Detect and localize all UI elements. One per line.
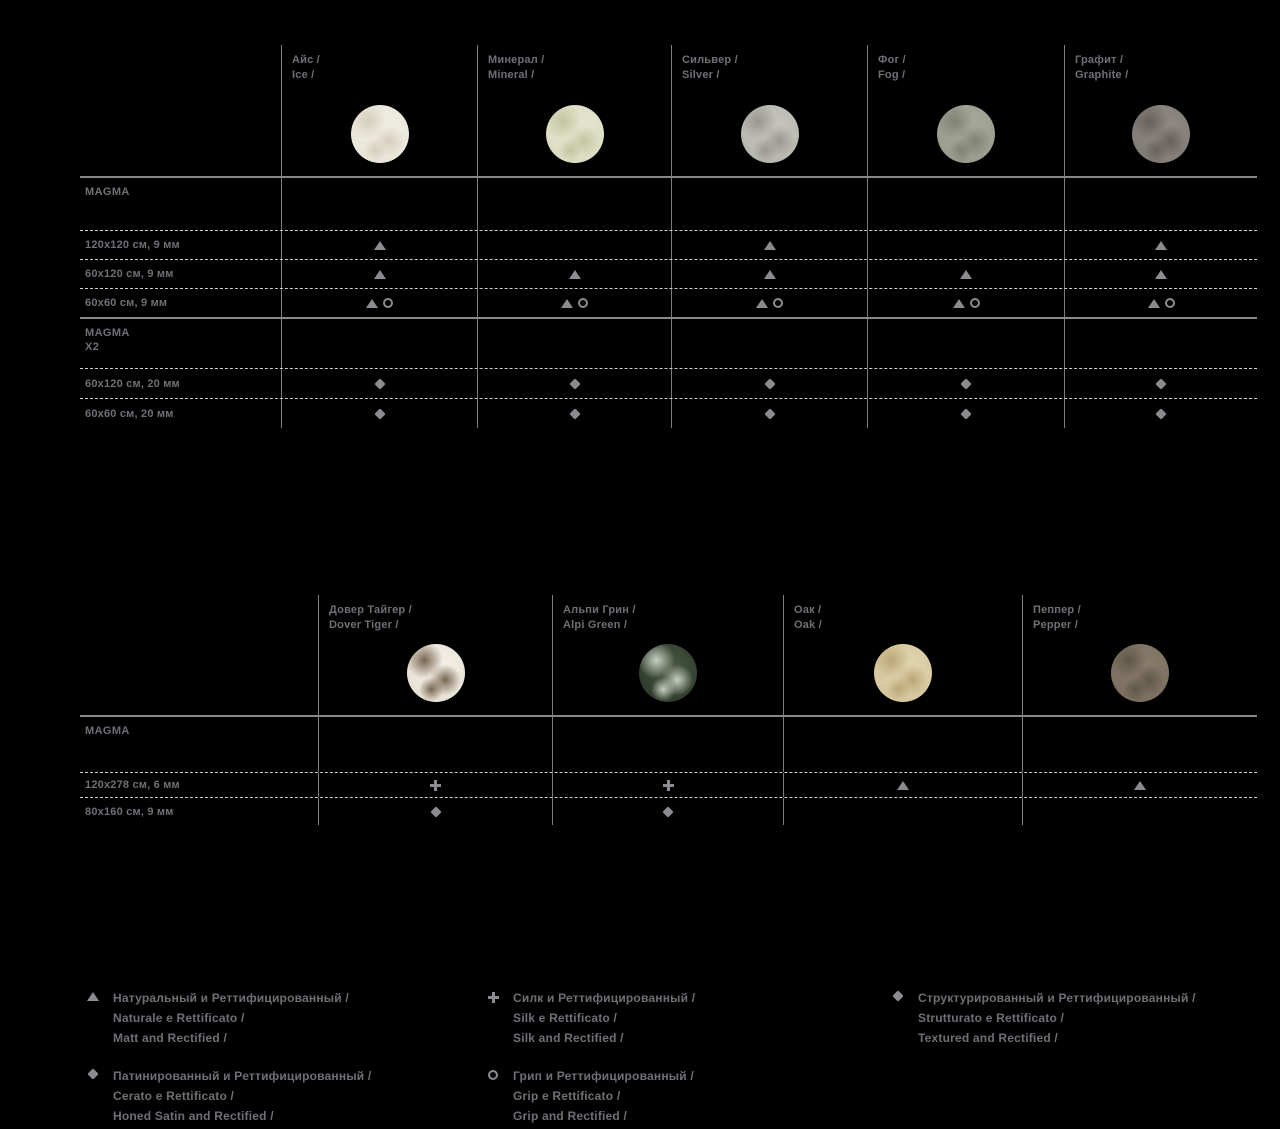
legend-line: Грип и Реттифицированный / xyxy=(513,1069,694,1083)
color-swatch-alpi-green xyxy=(639,644,697,702)
legend-line: Honed Satin and Rectified / xyxy=(113,1109,274,1123)
color-name-line: Графит / xyxy=(1075,54,1124,66)
circle-icon xyxy=(773,298,783,308)
column-header-fog xyxy=(867,45,1064,176)
section-empty-cell xyxy=(867,178,1064,230)
legend-line: Силк и Реттифицированный / xyxy=(513,991,696,1005)
triangle-icon xyxy=(87,992,99,1001)
legend-text xyxy=(918,988,1270,1048)
color-name-line: Сильвер / xyxy=(682,54,738,66)
plus-icon xyxy=(430,780,441,791)
legend-symbol xyxy=(485,992,501,1003)
size-label: 120x278 см, 6 мм xyxy=(85,779,180,791)
section-empty-cell xyxy=(671,178,867,230)
color-swatch-dover-tiger xyxy=(407,644,465,702)
triangle-icon xyxy=(366,299,378,308)
color-name-line: Айс / xyxy=(292,54,320,66)
availability-cell xyxy=(552,773,783,797)
availability-cell xyxy=(281,260,477,288)
plus-icon xyxy=(488,992,499,1003)
table-corner xyxy=(80,595,318,715)
diamond-icon xyxy=(960,408,971,419)
color-name-line: Graphite / xyxy=(1075,69,1129,81)
collection-section-row xyxy=(80,317,1257,368)
legend-text xyxy=(113,988,465,1048)
availability-cell xyxy=(1022,798,1257,825)
size-row xyxy=(80,259,1257,288)
diamond-icon xyxy=(1155,378,1166,389)
size-label: 80x160 см, 9 мм xyxy=(85,805,174,818)
collection-name-line: X2 xyxy=(85,341,100,353)
availability-cell xyxy=(477,369,671,398)
collection-name xyxy=(80,178,281,230)
triangle-icon xyxy=(561,299,573,308)
color-name-label xyxy=(319,595,552,633)
section-empty-cell xyxy=(1064,319,1257,368)
availability-cell xyxy=(1064,399,1257,428)
legend-line: Cerato e Rettificato / xyxy=(113,1089,235,1103)
column-header-mineral xyxy=(477,45,671,176)
availability-cell xyxy=(1064,231,1257,259)
color-name-line: Fog / xyxy=(878,69,906,81)
table-corner xyxy=(80,45,281,176)
color-name-line: Оак / xyxy=(794,604,822,616)
availability-cell xyxy=(867,369,1064,398)
circle-icon xyxy=(970,298,980,308)
section-empty-cell xyxy=(281,319,477,368)
magma-availability-table-extra xyxy=(80,595,1257,825)
legend-line: Matt and Rectified / xyxy=(113,1031,228,1045)
color-name-label xyxy=(1023,595,1257,633)
availability-cell xyxy=(867,289,1064,317)
availability-cell xyxy=(1022,773,1257,797)
circle-icon xyxy=(578,298,588,308)
legend-symbol xyxy=(890,992,906,1000)
legend-item xyxy=(85,1066,465,1126)
section-empty-cell xyxy=(671,319,867,368)
section-empty-cell xyxy=(477,319,671,368)
color-swatch-oak xyxy=(874,644,932,702)
color-swatch-ice xyxy=(351,105,409,163)
size-row xyxy=(80,797,1257,825)
section-empty-cell xyxy=(552,717,783,772)
availability-cell xyxy=(671,260,867,288)
legend-line: Silk and Rectified / xyxy=(513,1031,624,1045)
availability-cell xyxy=(671,231,867,259)
color-name-line: Пеппер / xyxy=(1033,604,1081,616)
color-name-line: Dover Tiger / xyxy=(329,619,399,631)
collection-name-line: MAGMA xyxy=(85,186,130,198)
section-empty-cell xyxy=(477,178,671,230)
legend-item xyxy=(890,988,1270,1048)
color-name-label xyxy=(672,45,867,83)
availability-cell xyxy=(783,773,1022,797)
diamond-icon xyxy=(374,408,385,419)
legend-line: Textured and Rectified / xyxy=(918,1031,1058,1045)
color-name-label xyxy=(282,45,477,83)
diamond-icon xyxy=(764,378,775,389)
availability-cell xyxy=(1064,369,1257,398)
color-name-label xyxy=(784,595,1022,633)
availability-cell xyxy=(867,231,1064,259)
color-swatch-pepper xyxy=(1111,644,1169,702)
plus-icon xyxy=(663,780,674,791)
availability-cell xyxy=(281,369,477,398)
collection-section-row xyxy=(80,715,1257,772)
color-name-label xyxy=(1065,45,1257,83)
triangle-icon xyxy=(1134,781,1146,790)
column-header-pepper xyxy=(1022,595,1257,715)
availability-cell xyxy=(1064,289,1257,317)
section-empty-cell xyxy=(1022,717,1257,772)
triangle-icon xyxy=(756,299,768,308)
triangle-icon xyxy=(897,781,909,790)
availability-cell xyxy=(552,798,783,825)
collection-name-line: MAGMA xyxy=(85,725,130,737)
circle-icon xyxy=(383,298,393,308)
section-empty-cell xyxy=(783,717,1022,772)
diamond-icon xyxy=(569,408,580,419)
collection-name-line: MAGMA xyxy=(85,327,130,339)
section-empty-cell xyxy=(281,178,477,230)
legend-symbol xyxy=(85,992,101,1001)
triangle-icon xyxy=(374,241,386,250)
collection-name xyxy=(80,717,318,772)
availability-cell xyxy=(477,231,671,259)
legend-line: Grip and Rectified / xyxy=(513,1109,628,1123)
legend-line: Патинированный и Реттифицированный / xyxy=(113,1069,372,1083)
availability-cell xyxy=(281,231,477,259)
circle-icon xyxy=(1165,298,1175,308)
size-row xyxy=(80,398,1257,428)
color-name-label xyxy=(868,45,1064,83)
diamond-icon xyxy=(960,378,971,389)
availability-cell xyxy=(671,399,867,428)
color-name-line: Silver / xyxy=(682,69,720,81)
color-name-label xyxy=(478,45,671,83)
availability-cell xyxy=(867,399,1064,428)
color-name-line: Довер Тайгер / xyxy=(329,604,412,616)
legend-item xyxy=(85,988,465,1048)
diamond-icon xyxy=(764,408,775,419)
legend-symbol xyxy=(485,1070,501,1080)
size-label: 60x120 см, 20 мм xyxy=(85,377,180,390)
availability-cell xyxy=(318,798,552,825)
triangle-icon xyxy=(1155,270,1167,279)
collection-section-row xyxy=(80,176,1257,230)
legend-line: Натуральный и Реттифицированный / xyxy=(113,991,349,1005)
legend-text xyxy=(513,1066,865,1126)
size-label: 60x120 см, 9 мм xyxy=(85,268,174,280)
triangle-icon xyxy=(1148,299,1160,308)
color-name-label xyxy=(553,595,783,633)
availability-cell xyxy=(1064,260,1257,288)
triangle-icon xyxy=(764,241,776,250)
legend-line: Grip e Rettificato / xyxy=(513,1089,621,1103)
color-name-line: Oak / xyxy=(794,619,822,631)
color-name-line: Фог / xyxy=(878,54,906,66)
availability-cell xyxy=(281,399,477,428)
size-label: 60x60 см, 20 мм xyxy=(85,407,174,420)
diamond-icon xyxy=(374,378,385,389)
diamond-icon xyxy=(569,378,580,389)
diamond-icon xyxy=(662,806,673,817)
availability-cell xyxy=(477,289,671,317)
size-row xyxy=(80,288,1257,317)
diamond-icon xyxy=(87,1068,98,1079)
legend-line: Strutturato e Rettificato / xyxy=(918,1011,1065,1025)
diamond-icon xyxy=(1155,408,1166,419)
color-swatch-fog xyxy=(937,105,995,163)
legend-text xyxy=(513,988,865,1048)
availability-cell xyxy=(318,773,552,797)
triangle-icon xyxy=(953,299,965,308)
section-empty-cell xyxy=(1064,178,1257,230)
table-header-row xyxy=(80,45,1257,176)
collection-name xyxy=(80,319,281,368)
section-empty-cell xyxy=(318,717,552,772)
color-name-line: Alpi Green / xyxy=(563,619,628,631)
legend-item xyxy=(485,988,865,1048)
availability-cell xyxy=(867,260,1064,288)
legend-item xyxy=(485,1066,865,1126)
triangle-icon xyxy=(1155,241,1167,250)
diamond-icon xyxy=(430,806,441,817)
size-label: 60x60 см, 9 мм xyxy=(85,297,168,309)
size-row xyxy=(80,368,1257,398)
size-row xyxy=(80,772,1257,797)
diamond-icon xyxy=(892,990,903,1001)
color-name-line: Ice / xyxy=(292,69,315,81)
magma-availability-table-main xyxy=(80,45,1257,428)
finish-legend xyxy=(80,988,1257,1129)
circle-icon xyxy=(488,1070,498,1080)
column-header-ice xyxy=(281,45,477,176)
availability-cell xyxy=(477,260,671,288)
color-swatch-mineral xyxy=(546,105,604,163)
legend-line: Naturale e Rettificato / xyxy=(113,1011,245,1025)
size-row xyxy=(80,230,1257,259)
legend-text xyxy=(113,1066,465,1126)
color-name-line: Минерал / xyxy=(488,54,545,66)
color-name-line: Альпи Грин / xyxy=(563,604,636,616)
triangle-icon xyxy=(569,270,581,279)
availability-cell xyxy=(477,399,671,428)
triangle-icon xyxy=(764,270,776,279)
color-name-line: Pepper / xyxy=(1033,619,1079,631)
availability-cell xyxy=(671,289,867,317)
legend-symbol xyxy=(85,1070,101,1078)
color-swatch-graphite xyxy=(1132,105,1190,163)
column-header-alpi-green xyxy=(552,595,783,715)
size-label: 120x120 см, 9 мм xyxy=(85,239,180,251)
availability-cell xyxy=(671,369,867,398)
legend-line: Структурированный и Реттифицированный / xyxy=(918,991,1196,1005)
triangle-icon xyxy=(960,270,972,279)
color-swatch-silver xyxy=(741,105,799,163)
color-name-line: Mineral / xyxy=(488,69,535,81)
column-header-dover-tiger xyxy=(318,595,552,715)
column-header-graphite xyxy=(1064,45,1257,176)
column-header-silver xyxy=(671,45,867,176)
column-header-oak xyxy=(783,595,1022,715)
availability-cell xyxy=(281,289,477,317)
table-header-row xyxy=(80,595,1257,715)
legend-line: Silk e Rettificato / xyxy=(513,1011,618,1025)
section-empty-cell xyxy=(867,319,1064,368)
triangle-icon xyxy=(374,270,386,279)
availability-cell xyxy=(783,798,1022,825)
